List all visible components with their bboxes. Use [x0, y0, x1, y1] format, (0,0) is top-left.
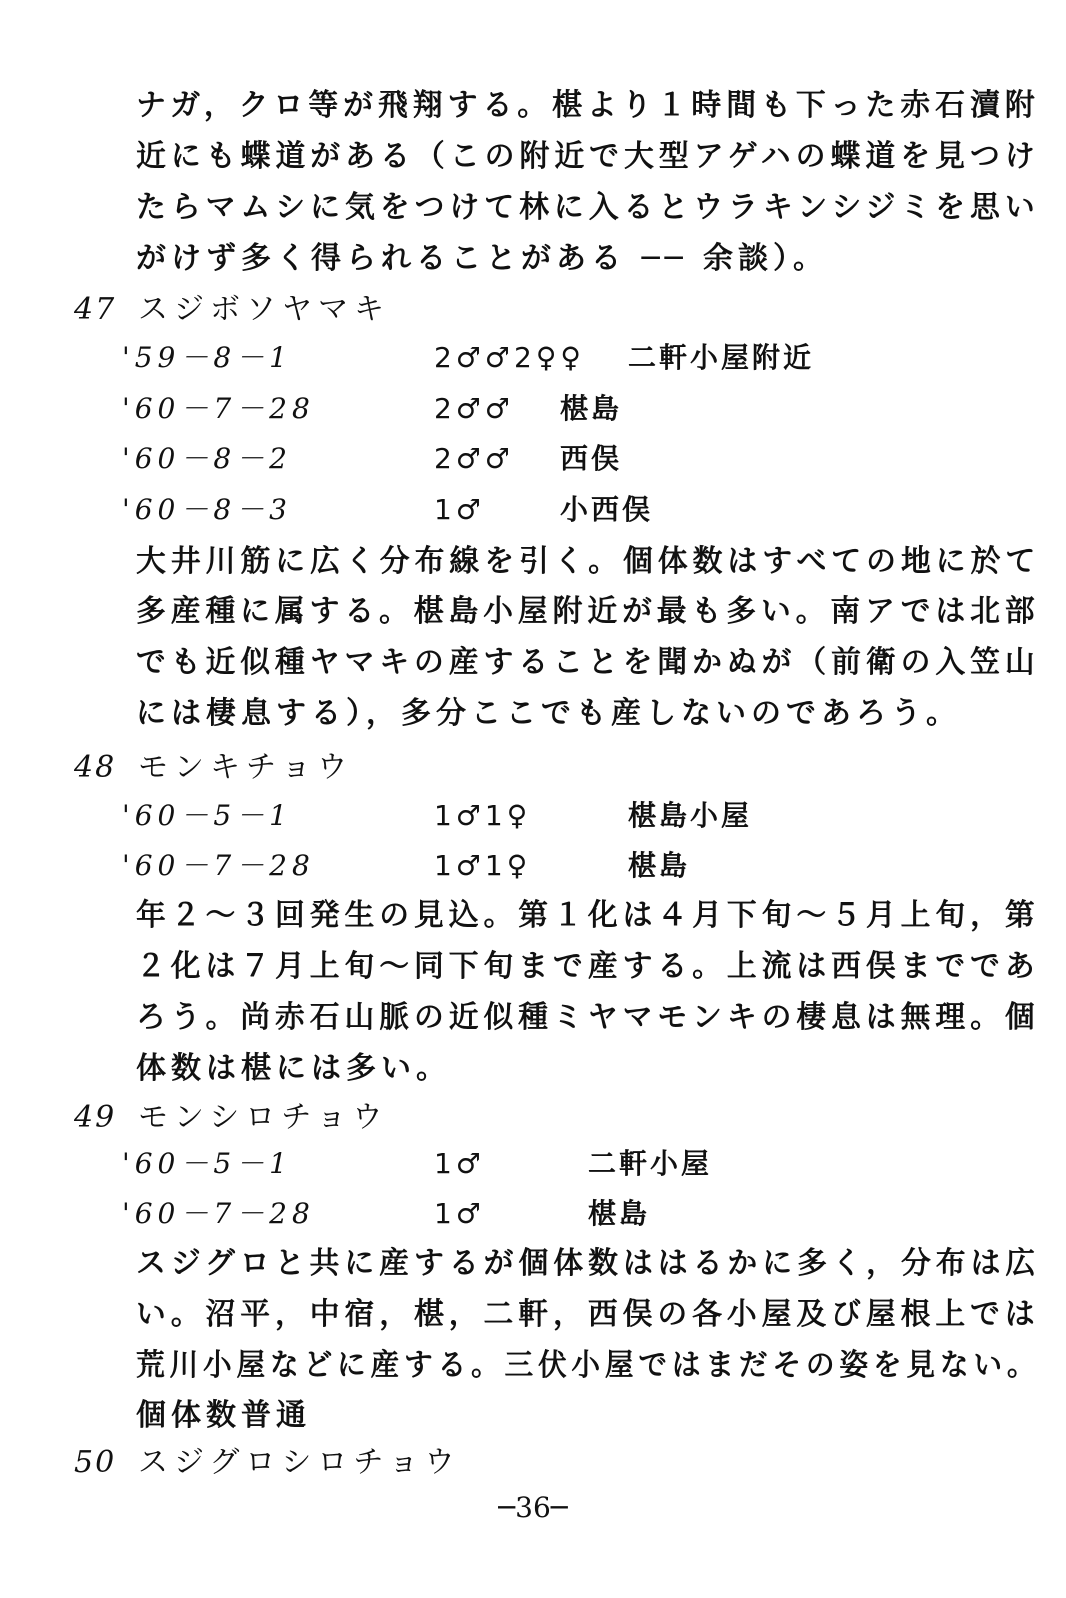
record-place: 椹島: [628, 849, 691, 882]
record-place: 二軒小屋: [588, 1147, 713, 1180]
species-name: モンキチョウ: [138, 750, 354, 785]
note-line: 荒川小屋などに産する。三伏小屋ではまだその姿を見ない。: [136, 1348, 1041, 1383]
entry-number: 48: [74, 750, 117, 785]
record-count: 2♂♂: [434, 392, 515, 425]
record-count: 1♂: [434, 1147, 485, 1180]
entry-number: 49: [74, 1100, 117, 1135]
record-count: 1♂1♀: [434, 799, 532, 832]
note-line: ろう。尚赤石山脈の近似種ミヤマモンキの棲息は無理。個: [136, 1000, 1040, 1035]
entry-number: 50: [74, 1445, 117, 1480]
intro-line: がけず多く得られることがある ── 余談）。: [136, 241, 829, 276]
record-date: '60－7－28: [122, 1197, 315, 1230]
intro-line: 近にも蝶道がある（この附近で大型アゲハの蝶道を見つけ: [136, 139, 1040, 174]
entry-number: 47: [74, 292, 117, 327]
record-count: 1♂: [434, 1197, 485, 1230]
record-count: 1♂: [434, 493, 485, 526]
note-line: 大井川筋に広く分布線を引く。個体数はすべての地に於て: [136, 544, 1041, 579]
record-date: '60－5－1: [122, 1147, 292, 1180]
note-line: 体数は椹には多い。: [136, 1051, 451, 1086]
note-line: 個体数普通: [136, 1398, 311, 1433]
species-name: スジグロシロチョウ: [138, 1445, 461, 1480]
record-place: 椹島小屋: [628, 799, 753, 832]
record-date: '60－7－28: [122, 392, 315, 425]
page-number: ─36─: [498, 1491, 568, 1524]
note-line: スジグロと共に産するが個体数ははるかに多く，分布は広: [136, 1246, 1041, 1281]
note-line: でも近似種ヤマキの産することを聞かぬが（前衛の入笠山: [136, 645, 1040, 680]
intro-line: たらマムシに気をつけて林に入るとウラキンシジミを思い: [136, 190, 1040, 225]
intro-line: ナガ，クロ等が飛翔する。椹より１時間も下った赤石瀆附: [136, 88, 1040, 123]
note-line: ２化は７月上旬～同下旬まで産する。上流は西俣までであ: [136, 949, 1040, 984]
note-line: い。沼平，中宿，椹，二軒，西俣の各小屋及び屋根上では: [136, 1297, 1040, 1332]
species-name: スジボソヤマキ: [138, 292, 390, 327]
record-date: '59－8－1: [122, 341, 292, 374]
note-line: 年２～３回発生の見込。第１化は４月下旬～５月上旬，第: [136, 898, 1040, 933]
record-place: 小西俣: [560, 493, 654, 526]
record-place: 西俣: [560, 442, 623, 475]
record-date: '60－8－3: [122, 493, 292, 526]
record-count: 1♂1♀: [434, 849, 532, 882]
record-place: 椹島: [588, 1197, 651, 1230]
record-date: '60－5－1: [122, 799, 292, 832]
record-date: '60－7－28: [122, 849, 315, 882]
note-line: には棲息する），多分ここでも産しないのであろう。: [136, 696, 961, 731]
note-line: 多産種に属する。椹島小屋附近が最も多い。南アでは北部: [136, 594, 1040, 629]
record-place: 椹島: [560, 392, 623, 425]
record-date: '60－8－2: [122, 442, 292, 475]
species-name: モンシロチョウ: [138, 1100, 389, 1135]
record-place: 二軒小屋附近: [628, 341, 815, 374]
record-count: 2♂♂2♀♀: [434, 341, 585, 374]
record-count: 2♂♂: [434, 442, 515, 475]
